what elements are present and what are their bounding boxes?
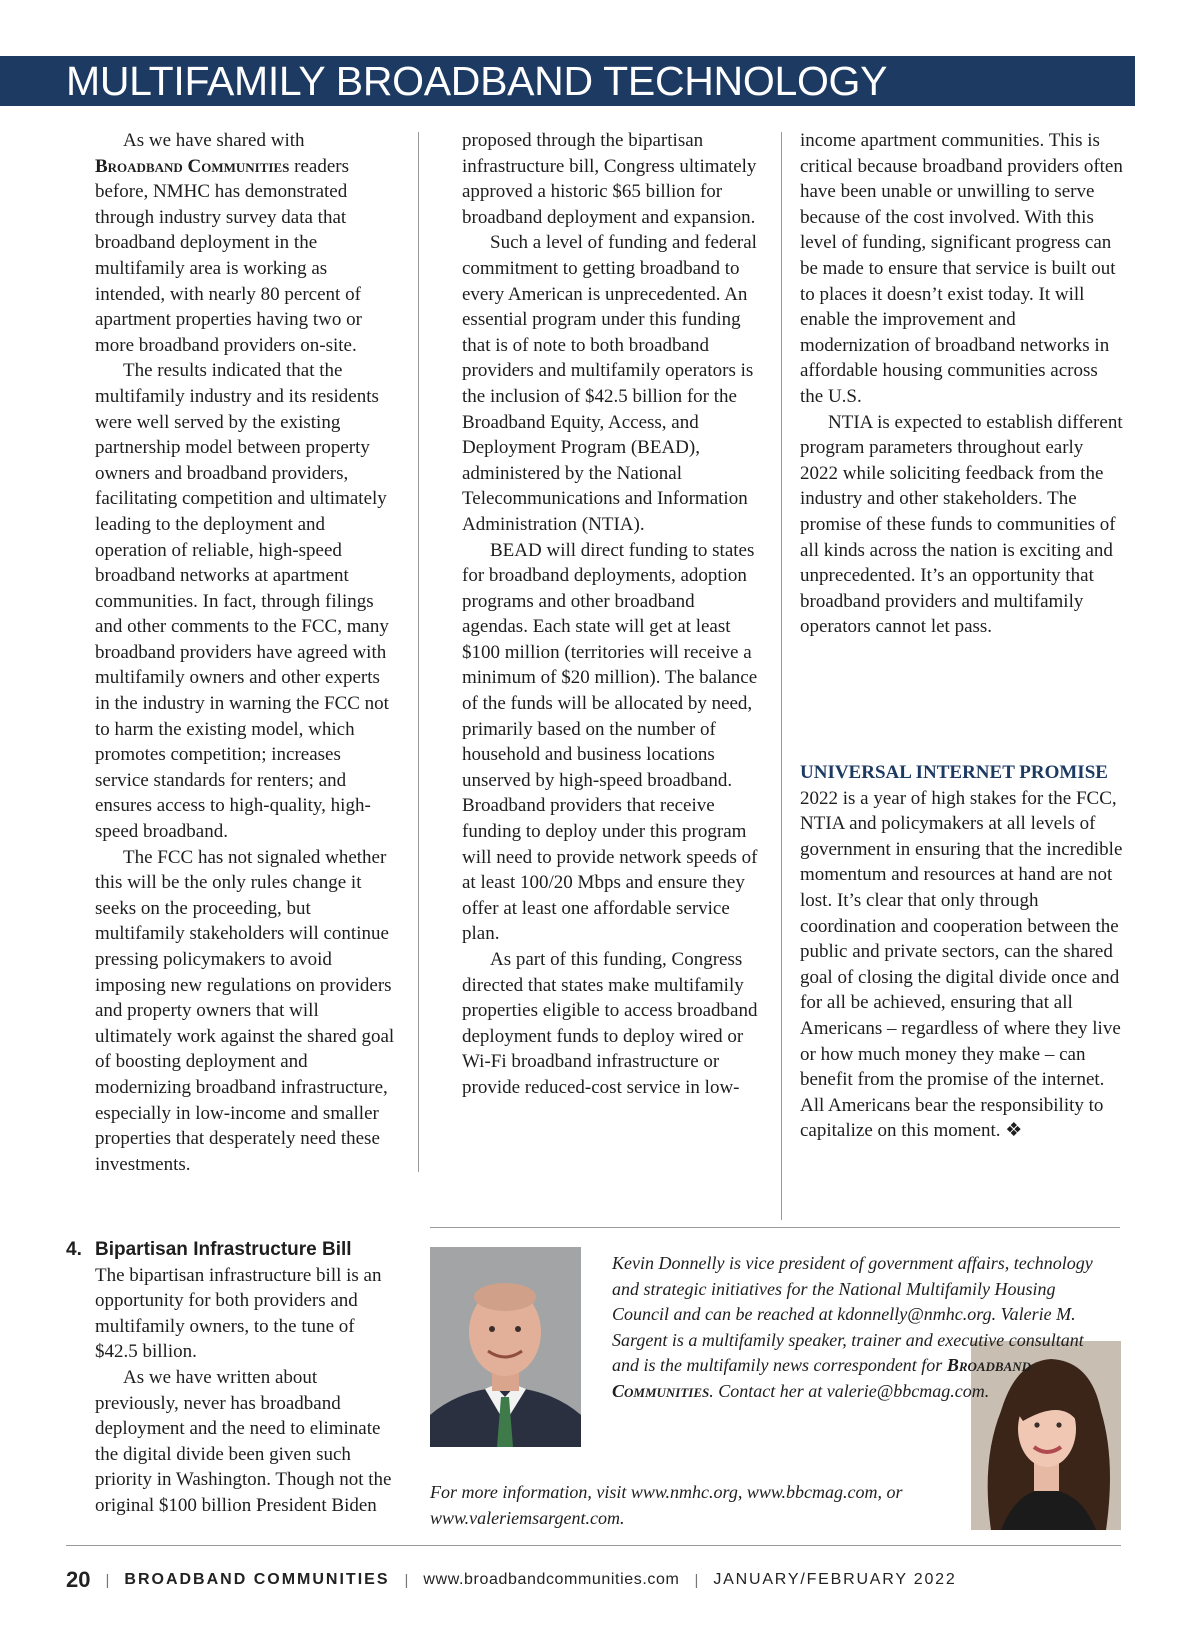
magazine-name: BROADBAND COMMUNITIES <box>124 1571 390 1588</box>
website-url: www.broadbandcommunities.com <box>423 1571 680 1588</box>
article-column-3 <box>800 128 1125 640</box>
column-divider <box>418 132 419 1172</box>
brand-name: Broadband Communities <box>612 1355 1032 1401</box>
list-item-title: Bipartisan Infrastructure Bill <box>95 1239 352 1260</box>
section-universal-internet <box>800 760 1125 1144</box>
paragraph: As we have written about previously, never has broadband deployment and the need to eliminate the digital divide been given such priority in Washington. Though not the original $100 billion President Biden <box>95 1366 392 1516</box>
paragraph: income apartment communities. This is critical because broadband providers often have been unable or unwilling to serve because of the cost involved. With this level of funding, significant progress can be made to ensure that service is built out to places it doesn’t exist today. It will enable the improvement and modernization of broadband networks in affordable housing communities across the U.S. <box>800 130 1123 407</box>
issue-date: JANUARY/FEBRUARY 2022 <box>713 1571 957 1588</box>
more-info-text: For more information, visit www.nmhc.org, www.bbcmag.com, or www.valeriemsargent.com. <box>430 1482 903 1528</box>
footer-divider <box>66 1545 1121 1546</box>
footer-separator: | <box>694 1571 699 1589</box>
paragraph: BEAD will direct funding to states for broadband deployments, adoption programs and other broadband agendas. Each state will get at least $100 million (territories will receive a minimum of $20 million). The balance of the funds will be allocated by need, primarily based on the number of household and business locations unserved by high-speed broadband. Broadband providers that receive funding to deploy under this program will need to provide network speeds of at least 100/20 Mbps and ensure they offer at least one affordable service plan. <box>462 539 758 945</box>
bio-text-part: Kevin Donnelly is vice president of government affairs, technology and strategic initiatives for the National Multifamily Housing Council and can be reached at kdonnelly@nmhc.org. Valerie M. Sargent is a multifamily speaker, trainer and executive consultant and is the multifamily news correspondent for <box>612 1253 1093 1376</box>
portrait-man-icon <box>430 1247 581 1447</box>
bio-text <box>612 1251 1112 1405</box>
paragraph-text: 2022 is a year of high stakes for the FCC, NTIA and policymakers at all levels of government in ensuring that the incredible momentum and resources at hand are not lost. It’s clear that only through coordination and cooperation between the public and private sectors, can the shared goal of closing the digital divide once and for all be achieved, ensuring that all Americans – regardless of where they live or how much money they make – can benefit from the promise of the internet. All Americans bear the responsibility to capitalize on this moment. <box>800 787 1123 1142</box>
column-divider <box>781 132 782 1220</box>
header-banner <box>0 56 1135 106</box>
list-number: 4. <box>66 1239 82 1260</box>
page-footer <box>66 1565 957 1595</box>
paragraph <box>800 786 1125 1144</box>
page-number: 20 <box>66 1567 91 1592</box>
section-heading: UNIVERSAL INTERNET PROMISE <box>800 762 1108 783</box>
footer-separator: | <box>404 1571 409 1589</box>
paragraph: The FCC has not signaled whether this will be the only rules change it seeks on the proceeding, but multifamily stakeholders will continue pressing policymakers to avoid imposing new regulations on providers and property owners that will ultimately work against the shared goal of boosting deployment and modernizing broadband infrastructure, especially in low-income and smaller properties that desperately need these investments. <box>95 846 395 1175</box>
bio-text-part: . Contact her at valerie@bbcmag.com. <box>709 1380 990 1401</box>
paragraph: proposed through the bipartisan infrastructure bill, Congress ultimately approved a historic $65 billion for broadband deployment and expansion. <box>462 130 757 228</box>
section-title: MULTIFAMILY BROADBAND TECHNOLOGY <box>66 58 888 104</box>
paragraph-text: readers before, NMHC has demonstrated through industry survey data that broadband deployment in the multifamily area is working as intended, with nearly 80 percent of apartment properties having two or more broadband providers on-site. <box>95 155 362 356</box>
paragraph: The bipartisan infrastructure bill is an opportunity for both providers and multifamily owners, to the tune of $42.5 billion. <box>95 1264 382 1363</box>
article-column-2 <box>462 128 762 1101</box>
paragraph <box>95 128 395 358</box>
end-mark-icon: ❖ <box>1005 1120 1023 1142</box>
paragraph: As part of this funding, Congress directed that states make multifamily properties eligible to access broadband deployment funds to deploy wired or Wi-Fi broadband infrastructure or provide reduced-cost service in low- <box>462 949 758 1098</box>
paragraph: Such a level of funding and federal commitment to getting broadband to every American is unprecedented. An essential program under this funding that is of note to both broadband providers and multifamily operators is the inclusion of $42.5 billion for the Broadband Equity, Access, and Deployment Program (BEAD), administered by the National Telecommunications and Information Administration (NTIA). <box>462 232 757 535</box>
brand-name: Broadband Communities <box>95 155 290 177</box>
article-column-1 <box>95 128 395 1177</box>
more-info <box>430 1480 950 1531</box>
author-bio <box>612 1251 1112 1405</box>
paragraph-text: As we have shared with <box>123 130 305 151</box>
footer-separator: | <box>105 1571 110 1589</box>
author-photo-kevin <box>430 1247 581 1447</box>
list-item-4 <box>95 1237 395 1519</box>
bio-divider <box>430 1227 1120 1228</box>
paragraph: The results indicated that the multifamily industry and its residents were well served by the existing partnership model between property owners and broadband providers, facilitating competition and ultimately leading to the deployment and operation of reliable, high-speed broadband networks at apartment communities. In fact, through filings and other comments to the FCC, many broadband providers have agreed with multifamily owners and other experts in the industry in warning the FCC not to harm the existing model, which promotes competition; increases service standards for renters; and ensures access to high-quality, high-speed broadband. <box>95 360 389 843</box>
paragraph: NTIA is expected to establish different program parameters throughout early 2022 while soliciting feedback from the industry and other stakeholders. The promise of these funds to communities of all kinds across the nation is exciting and unprecedented. It’s an opportunity that broadband providers and multifamily operators cannot let pass. <box>800 411 1123 638</box>
